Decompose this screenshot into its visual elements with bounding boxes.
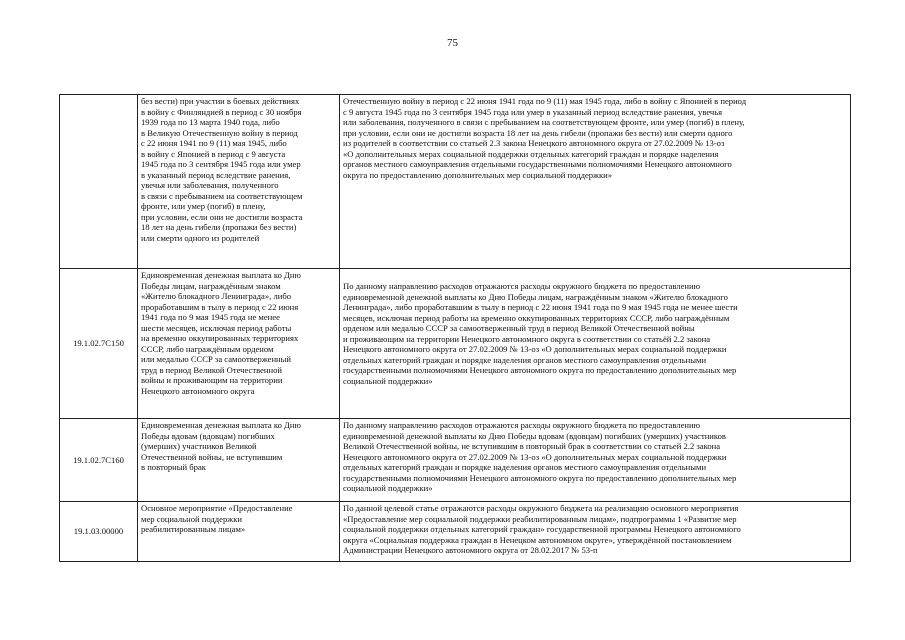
description-line: Ненецкого автономного округа от 27.02.2009 № 13-оз «О дополнительных мерах социальной поддержки: [343, 344, 727, 354]
target-article-name: [138, 269, 340, 419]
table-row: [60, 419, 851, 502]
target-article-code: 19.1.02.7С160: [60, 419, 138, 502]
name-line: в Великую Отечественную войну в период: [141, 127, 298, 138]
description-line: «О дополнительных мерах социальной поддержки отдельных категорий граждан и порядке наделения: [343, 148, 719, 159]
description-line: социальной поддержки отдельных категорий граждан» государственной программы Ненецкого автономного: [343, 524, 741, 534]
table-row: [60, 502, 851, 562]
name-line: фронте, или умер (погиб) в плену,: [141, 201, 266, 211]
name-line: Основное мероприятие «Предоставление: [141, 503, 293, 513]
name-line: (умерших) участников Великой: [141, 441, 257, 451]
description-line: с 9 августа 1945 года по 3 сентября 1945 года или умер в указанный период вследствие ранения, увечья: [343, 106, 723, 117]
description-line: социальной поддержки»: [343, 483, 433, 493]
name-line: мер социальной поддержки: [141, 513, 242, 524]
description-line: социальной поддержки»: [343, 375, 433, 386]
name-line: Победы вдовам (вдовцам) погибших: [141, 430, 275, 441]
target-article-name: [138, 95, 340, 269]
name-line: в войну с Японией в период с 9 августа: [141, 148, 286, 159]
description-line: округа «Социальная поддержка граждан в Ненецком автономном округе», утверждённой постановлением: [343, 534, 732, 545]
description-line: государственными полномочиями Ненецкого автономного округа по предоставлению дополнительных мер: [343, 472, 737, 483]
target-article-name: [138, 502, 340, 562]
table-row: [60, 95, 851, 269]
table-row: [60, 269, 851, 419]
description-line: По данному направлению расходов отражаются расходы окружного бюджета по предоставлению: [343, 420, 700, 430]
name-line: 1941 года по 9 мая 1945 года не менее: [141, 312, 280, 322]
name-line: с 22 июня 1941 по 9 (11) мая 1945, либо: [141, 138, 287, 148]
description-line: месяцев, исключая период работы на временно оккупированных территориях СССР, либо награждённым: [343, 312, 730, 323]
description-line: органов местного самоуправления отдельными государственными полномочиями Ненецкого автономного: [343, 159, 732, 169]
name-line: при условии, если они не достигли возраста: [141, 211, 303, 222]
name-line: на временно оккупированных территориях: [141, 333, 299, 343]
name-line: труд в период Великой Отечественной: [141, 364, 283, 375]
name-line: в связи с пребыванием на соответствующем: [141, 190, 303, 201]
description-line: из родителей в соответствии со статьей 2.3 закона Ненецкого автономного округа от 27.02.2009 № 13-оз: [343, 138, 725, 148]
target-article-code: 19.1.03.00000: [60, 502, 138, 562]
name-line: в войну с Финляндией в период с 30 ноября: [141, 106, 302, 117]
name-line: реабилитированным лицам»: [141, 524, 246, 534]
name-line: «Жителю блокадного Ленинграда», либо: [141, 291, 292, 301]
name-line: или смерти одного из родителей: [141, 232, 260, 243]
name-line: Единовременная денежная выплата ко Дню: [141, 270, 301, 280]
description-line: По данному направлению расходов отражаются расходы окружного бюджета по предоставлению: [343, 281, 700, 291]
target-article-description: [340, 95, 851, 269]
description-line: единовременной денежной выплаты ко Дню Победы лицам, награждённым знаком «Жителю блокадного: [343, 291, 728, 302]
target-article-name: [138, 419, 340, 502]
target-article-code: 19.1.02.7С150: [60, 269, 138, 419]
name-line: проработавшим в тылу в период с 22 июня: [141, 301, 299, 312]
name-line: шести месяцев, исключая период работы: [141, 322, 292, 333]
description-line: По данной целевой статье отражаются расходы окружного бюджета на реализацию основного мероприятия: [343, 503, 739, 513]
table-body: [60, 95, 851, 562]
name-line: увечья или заболевания, полученного: [141, 180, 279, 190]
target-article-code: [60, 95, 138, 269]
description-line: Администрации Ненецкого автономного округа от 28.02.2017 № 53-п: [343, 545, 598, 555]
name-line: Отечественной войны, не вступившим: [141, 451, 283, 462]
name-line: 1939 года по 13 марта 1940 года, либо: [141, 117, 280, 127]
description-line: и проживающим на территории Ненецкого автономного округа в соответствии со статьёй 2.2 закона: [343, 333, 711, 344]
description-line: орденом или медалью СССР за самоотверженный труд в период Великой Отечественной войны: [343, 323, 695, 333]
name-line: в указанный период вследствие ранения,: [141, 169, 291, 180]
name-line: войны и проживающим на территории: [141, 375, 283, 385]
description-line: или заболевания, полученного в связи с пребыванием на соответствующем фронте, или умер (погиб) в плену,: [343, 117, 745, 127]
budget-classification-table: [59, 94, 851, 562]
name-line: 1945 года по 3 сентября 1945 года или умер: [141, 159, 301, 169]
description-line: отдельных категорий граждан и порядке наделения органов местного самоуправления отдельными: [343, 462, 707, 472]
target-article-description: [340, 269, 851, 419]
description-line: Ленинграда», либо проработавшим в тылу в период с 22 июня 1941 года по 9 мая 1945 года не менее шести: [343, 302, 738, 312]
description-line: Отечественную войну в период с 22 июня 1941 года по 9 (11) мая 1945 года, либо в войну с Японией в период: [343, 96, 747, 106]
description-line: единовременной денежной выплаты ко Дню Победы вдовам (вдовцам) погибших (умерших) участников: [343, 430, 726, 441]
name-line: 18 лет на день гибели (пропажи без вести): [141, 222, 297, 232]
target-article-description: [340, 419, 851, 502]
description-line: Великой Отечественной войны, не вступившим в повторный брак в соответствии со статьей 2.2 закона: [343, 441, 721, 451]
description-line: при условии, если они не достигли возраста 18 лет на день гибели (пропажи без вести) или смерти одного: [343, 127, 733, 138]
target-article-description: [340, 502, 851, 562]
name-line: Единовременная денежная выплата ко Дню: [141, 420, 301, 430]
name-line: в повторный брак: [141, 462, 206, 472]
name-line: Ненецкого автономного округа: [141, 385, 255, 396]
description-line: «Предоставление мер социальной поддержки реабилитированным лицам», подпрограммы 1 «Развитие мер: [343, 513, 737, 524]
page-number: 75: [447, 37, 458, 49]
description-line: округа по предоставлению дополнительных мер социальной поддержки»: [343, 169, 613, 180]
name-line: или медалью СССР за самоотверженный: [141, 354, 292, 364]
description-line: Ненецкого автономного округа от 27.02.2009 № 13-оз «О дополнительных мерах социальной поддержки: [343, 451, 727, 462]
name-line: без вести) при участии в боевых действиях: [141, 96, 300, 106]
name-line: Победы лицам, награждённым знаком: [141, 280, 281, 291]
description-line: отдельных категорий граждан и порядке наделения органов местного самоуправления отдельными: [343, 354, 707, 365]
name-line: СССР, либо награждённым орденом: [141, 343, 274, 354]
description-line: государственными полномочиями Ненецкого автономного округа по предоставлению дополнительных мер: [343, 365, 737, 375]
